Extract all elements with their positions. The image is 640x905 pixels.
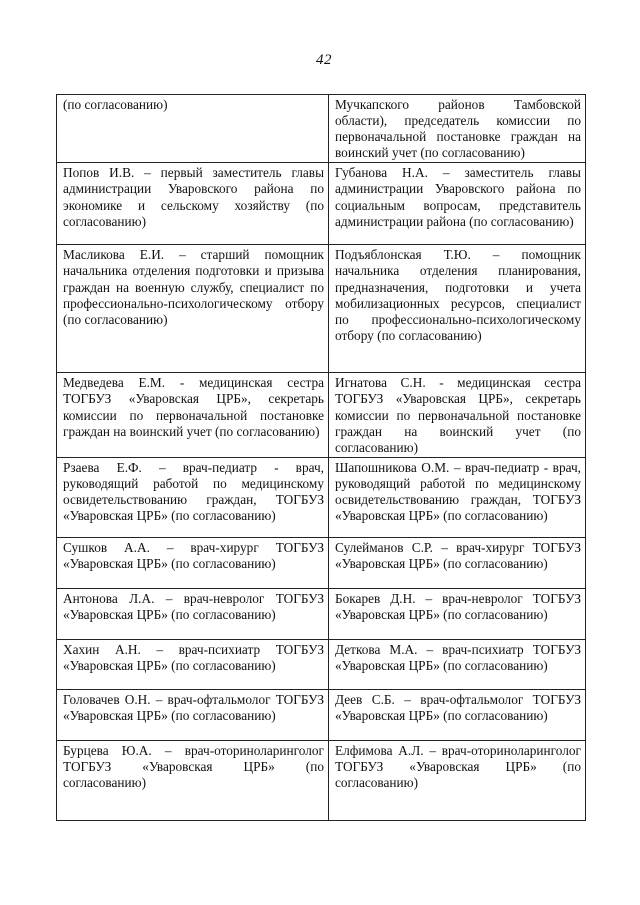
member-cell [57,639,329,689]
substitute-text: Шапошникова О.М. – врач-педиатр - врач, руководящий работой по медицинскому освидетельствованию граждан, ТОГБУЗ «Уваровская ЦРБ» (по согласованию) [335,459,581,524]
member-cell [57,689,329,740]
substitute-text: Деев С.Б. – врач-офтальмолог ТОГБУЗ «Уваровская ЦРБ» (по согласованию) [335,691,581,723]
member-text: Медведева Е.М. - медицинская сестра ТОГБУЗ «Уваровская ЦРБ», секретарь комиссии по первоначальной постановке граждан на воинский учет (по согласованию) [63,375,324,439]
substitute-cell [329,639,586,689]
member-text: Масликова Е.И. – старший помощник начальника отделения подготовки и призыва граждан на военную службу, специалист по профессионально-психологическому отбору (по согласованию) [63,247,324,327]
substitute-text: Игнатова С.Н. - медицинская сестра ТОГБУЗ «Уваровская ЦРБ», секретарь комиссии по первоначальной постановке граждан на воинский учет (по согласованию) [335,375,581,455]
substitute-text: Елфимова А.Л. – врач-оториноларинголог ТОГБУЗ «Уваровская ЦРБ» (по согласованию) [335,742,581,791]
table-row [57,639,586,689]
member-cell [57,245,329,373]
substitute-cell [329,740,586,820]
table-row [57,163,586,245]
table-row [57,740,586,820]
page-number: 42 [316,52,332,68]
member-text: Хахин А.Н. – врач-психиатр ТОГБУЗ «Уваровская ЦРБ» (по согласованию) [63,641,324,673]
member-text: Антонова Л.А. – врач-невролог ТОГБУЗ «Уваровская ЦРБ» (по согласованию) [63,590,324,622]
substitute-cell [329,457,586,537]
table-row [57,588,586,639]
member-cell [57,740,329,820]
table-row [57,245,586,373]
substitute-cell [329,588,586,639]
member-cell [57,537,329,588]
table-body [57,95,586,821]
substitute-cell [329,689,586,740]
substitute-text: Бокарев Д.Н. – врач-невролог ТОГБУЗ «Уваровская ЦРБ» (по согласованию) [335,590,581,622]
member-cell [57,95,329,163]
member-cell [57,588,329,639]
substitute-cell [329,245,586,373]
member-cell [57,373,329,457]
substitute-text: Мучкапского районов Тамбовской области), председатель комиссии по первоначальной постановке граждан на воинский учет (по согласованию) [335,97,581,161]
substitute-text: Сулейманов С.Р. – врач-хирург ТОГБУЗ «Уваровская ЦРБ» (по согласованию) [335,539,581,571]
member-text: Головачев О.Н. – врач-офтальмолог ТОГБУЗ «Уваровская ЦРБ» (по согласованию) [63,691,324,723]
member-text: Рзаева Е.Ф. – врач-педиатр - врач, руководящий работой по медицинскому освидетельствованию граждан, ТОГБУЗ «Уваровская ЦРБ» (по согласованию) [63,459,324,524]
member-text: Попов И.В. – первый заместитель главы администрации Уваровского района по экономике и сельскому хозяйству (по согласованию) [63,165,324,229]
table-row [57,457,586,537]
table-row [57,689,586,740]
member-text: Сушков А.А. – врач-хирург ТОГБУЗ «Уваровская ЦРБ» (по согласованию) [63,539,324,571]
commission-members-table [56,94,586,821]
substitute-cell [329,95,586,163]
member-text: Бурцева Ю.А. – врач-оториноларинголог ТОГБУЗ «Уваровская ЦРБ» (по согласованию) [63,742,324,791]
substitute-text: Губанова Н.А. – заместитель главы администрации Уваровского района по социальным вопросам, представитель администрации района (по согласованию) [335,165,581,229]
member-cell [57,457,329,537]
member-text: (по согласованию) [63,97,168,112]
substitute-text: Деткова М.А. – врач-психиатр ТОГБУЗ «Уваровская ЦРБ» (по согласованию) [335,641,581,673]
table-row [57,537,586,588]
member-cell [57,163,329,245]
substitute-cell [329,163,586,245]
substitute-text: Подъяблонская Т.Ю. – помощник начальника отделения планирования, предназначения, подготовки и учета мобилизационных ресурсов, специалист по профессионально-психологическому отбору (по согласованию) [335,247,581,343]
table-row [57,373,586,457]
substitute-cell [329,373,586,457]
substitute-cell [329,537,586,588]
table-row [57,95,586,163]
